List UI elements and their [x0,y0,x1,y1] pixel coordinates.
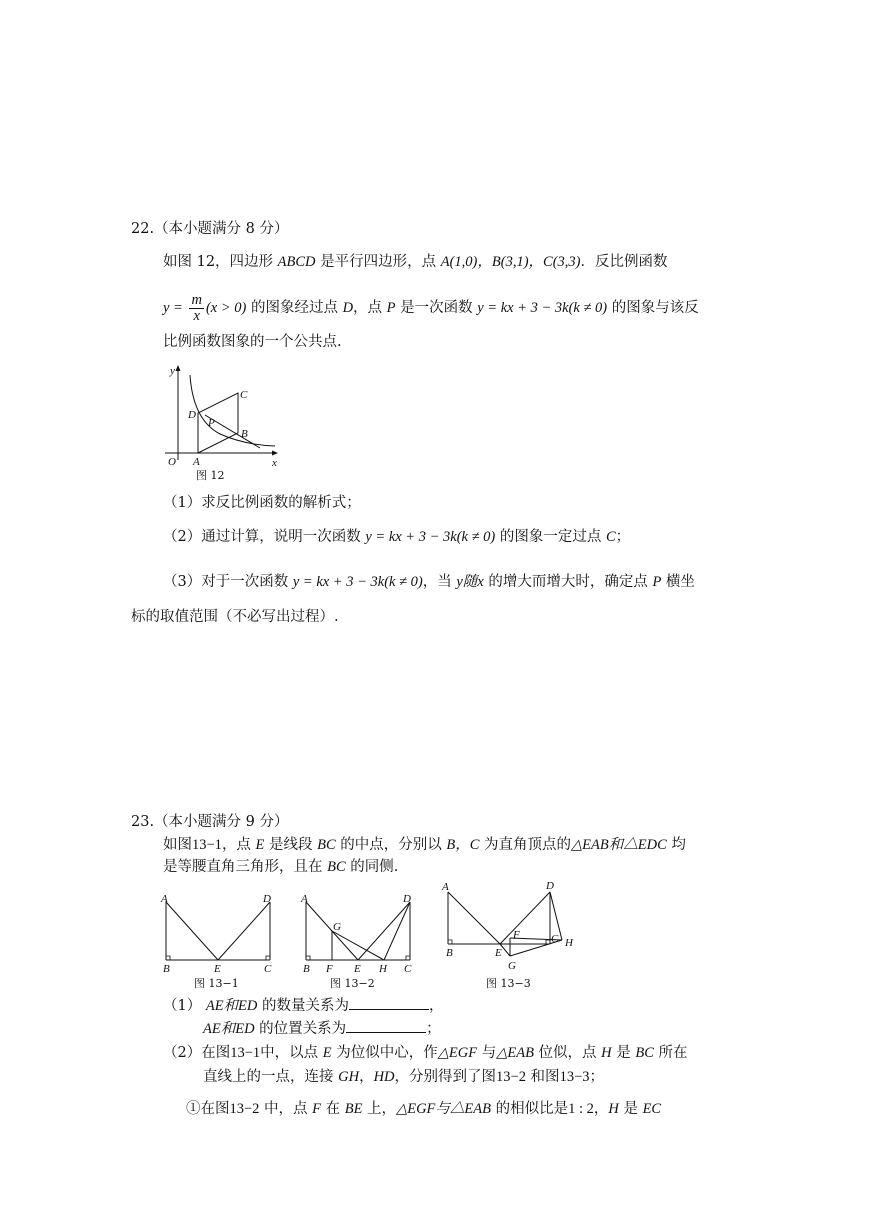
q23-heading: 23.（本小题满分 9 分） [131,814,289,830]
q22-sub2: （2）通过计算，说明一次函数 y = kx + 3 − 3k(k ≠ 0) 的图象一定过点 C； [163,529,631,545]
label-D: D [546,880,554,892]
q23-sub2-line2: 直线上的一点，连接 GH，HD，分别得到了图13−2 和图13−3； [203,1069,604,1085]
answer-blank-2[interactable] [346,1020,426,1033]
x-axis-arrow [272,451,278,456]
q23-line1: 如图13−1，点 E 是线段 BC 的中点，分别以 B，C 为直角顶点的△EAB和△EDC 均 [163,837,686,853]
label-D: D [188,409,196,421]
label-H: H [379,963,387,975]
label-G: G [508,960,516,972]
label-x: x [272,457,277,469]
q23-sub2: （2）在图13−1中，以点 E 为位似中心，作△EGF 与△EAB 位似，点 H 是 BC 所在 [163,1045,688,1061]
q23-line2: 是等腰直角三角形，且在 BC 的同侧. [163,859,399,875]
q23-sub1: （1） AE和ED 的数量关系为 ， [163,998,444,1014]
label-A: A [193,456,200,468]
label-E: E [354,963,361,975]
label-C: C [264,963,272,975]
label-F: F [513,929,520,941]
fraction-m-over-x: $\frac{m}{x}$ [191,291,202,324]
q22-line3: 比例函数图象的一个公共点. [163,334,342,350]
label-F: F [326,963,333,975]
figure-12 [160,360,290,485]
label-A: A [301,893,308,905]
label-D: D [403,893,411,905]
caption-fig13-1: 图 13−1 [194,977,239,990]
label-C: C [240,389,248,401]
label-D: D [263,893,271,905]
figure-13-3 [440,876,590,994]
figure-13-1 [160,890,280,995]
label-H: H [565,937,573,949]
q23-sub1-line2: AE和ED 的位置关系为 ； [203,1021,441,1037]
q22-sub3: （3）对于一次函数 y = kx + 3 − 3k(k ≠ 0)，当 y随x 的增大而增大时，确定点 P 横坐 [163,574,695,590]
label-B: B [163,963,170,975]
q22-line2: y = $\frac{m}{x}$ (x > 0) 的图象经过点 D，点 P 是一次函数 y = kx + 3 − 3k(k ≠ 0) 的图象与该反 [163,291,699,324]
caption-fig13-2: 图 13−2 [330,977,375,990]
caption-fig13-3: 图 13−3 [486,977,531,990]
label-G: G [333,921,341,933]
label-B: B [241,428,248,440]
label-O: O [168,456,176,468]
label-E: E [495,947,502,959]
q22-line1: 如图 12，四边形 ABCD 是平行四边形，点 A(1,0)，B(3,1)，C(3,3)．反比例函数 [163,254,668,270]
q22-heading: 22.（本小题满分 8 分） [131,221,289,237]
caption-fig12: 图 12 [196,469,225,482]
y-axis-arrow [176,365,181,371]
answer-blank-1[interactable] [349,997,429,1010]
label-A: A [442,881,449,893]
figure-13-2 [300,890,420,995]
label-P: P [208,417,215,429]
label-B: B [446,947,453,959]
q23-sub2-i: ①在图13−2 中，点 F 在 BE 上，△EGF与△EAB 的相似比是1 : 2，H 是 EC [186,1101,662,1117]
label-C: C [404,963,412,975]
label-C: C [551,933,559,945]
label-y: y [170,365,175,377]
label-B: B [303,963,310,975]
q22-sub1: （1）求反比例函数的解析式； [163,495,361,511]
q22-sub3-line2: 标的取值范围（不必写出过程）. [131,609,339,625]
label-A: A [161,893,168,905]
label-E: E [214,963,221,975]
